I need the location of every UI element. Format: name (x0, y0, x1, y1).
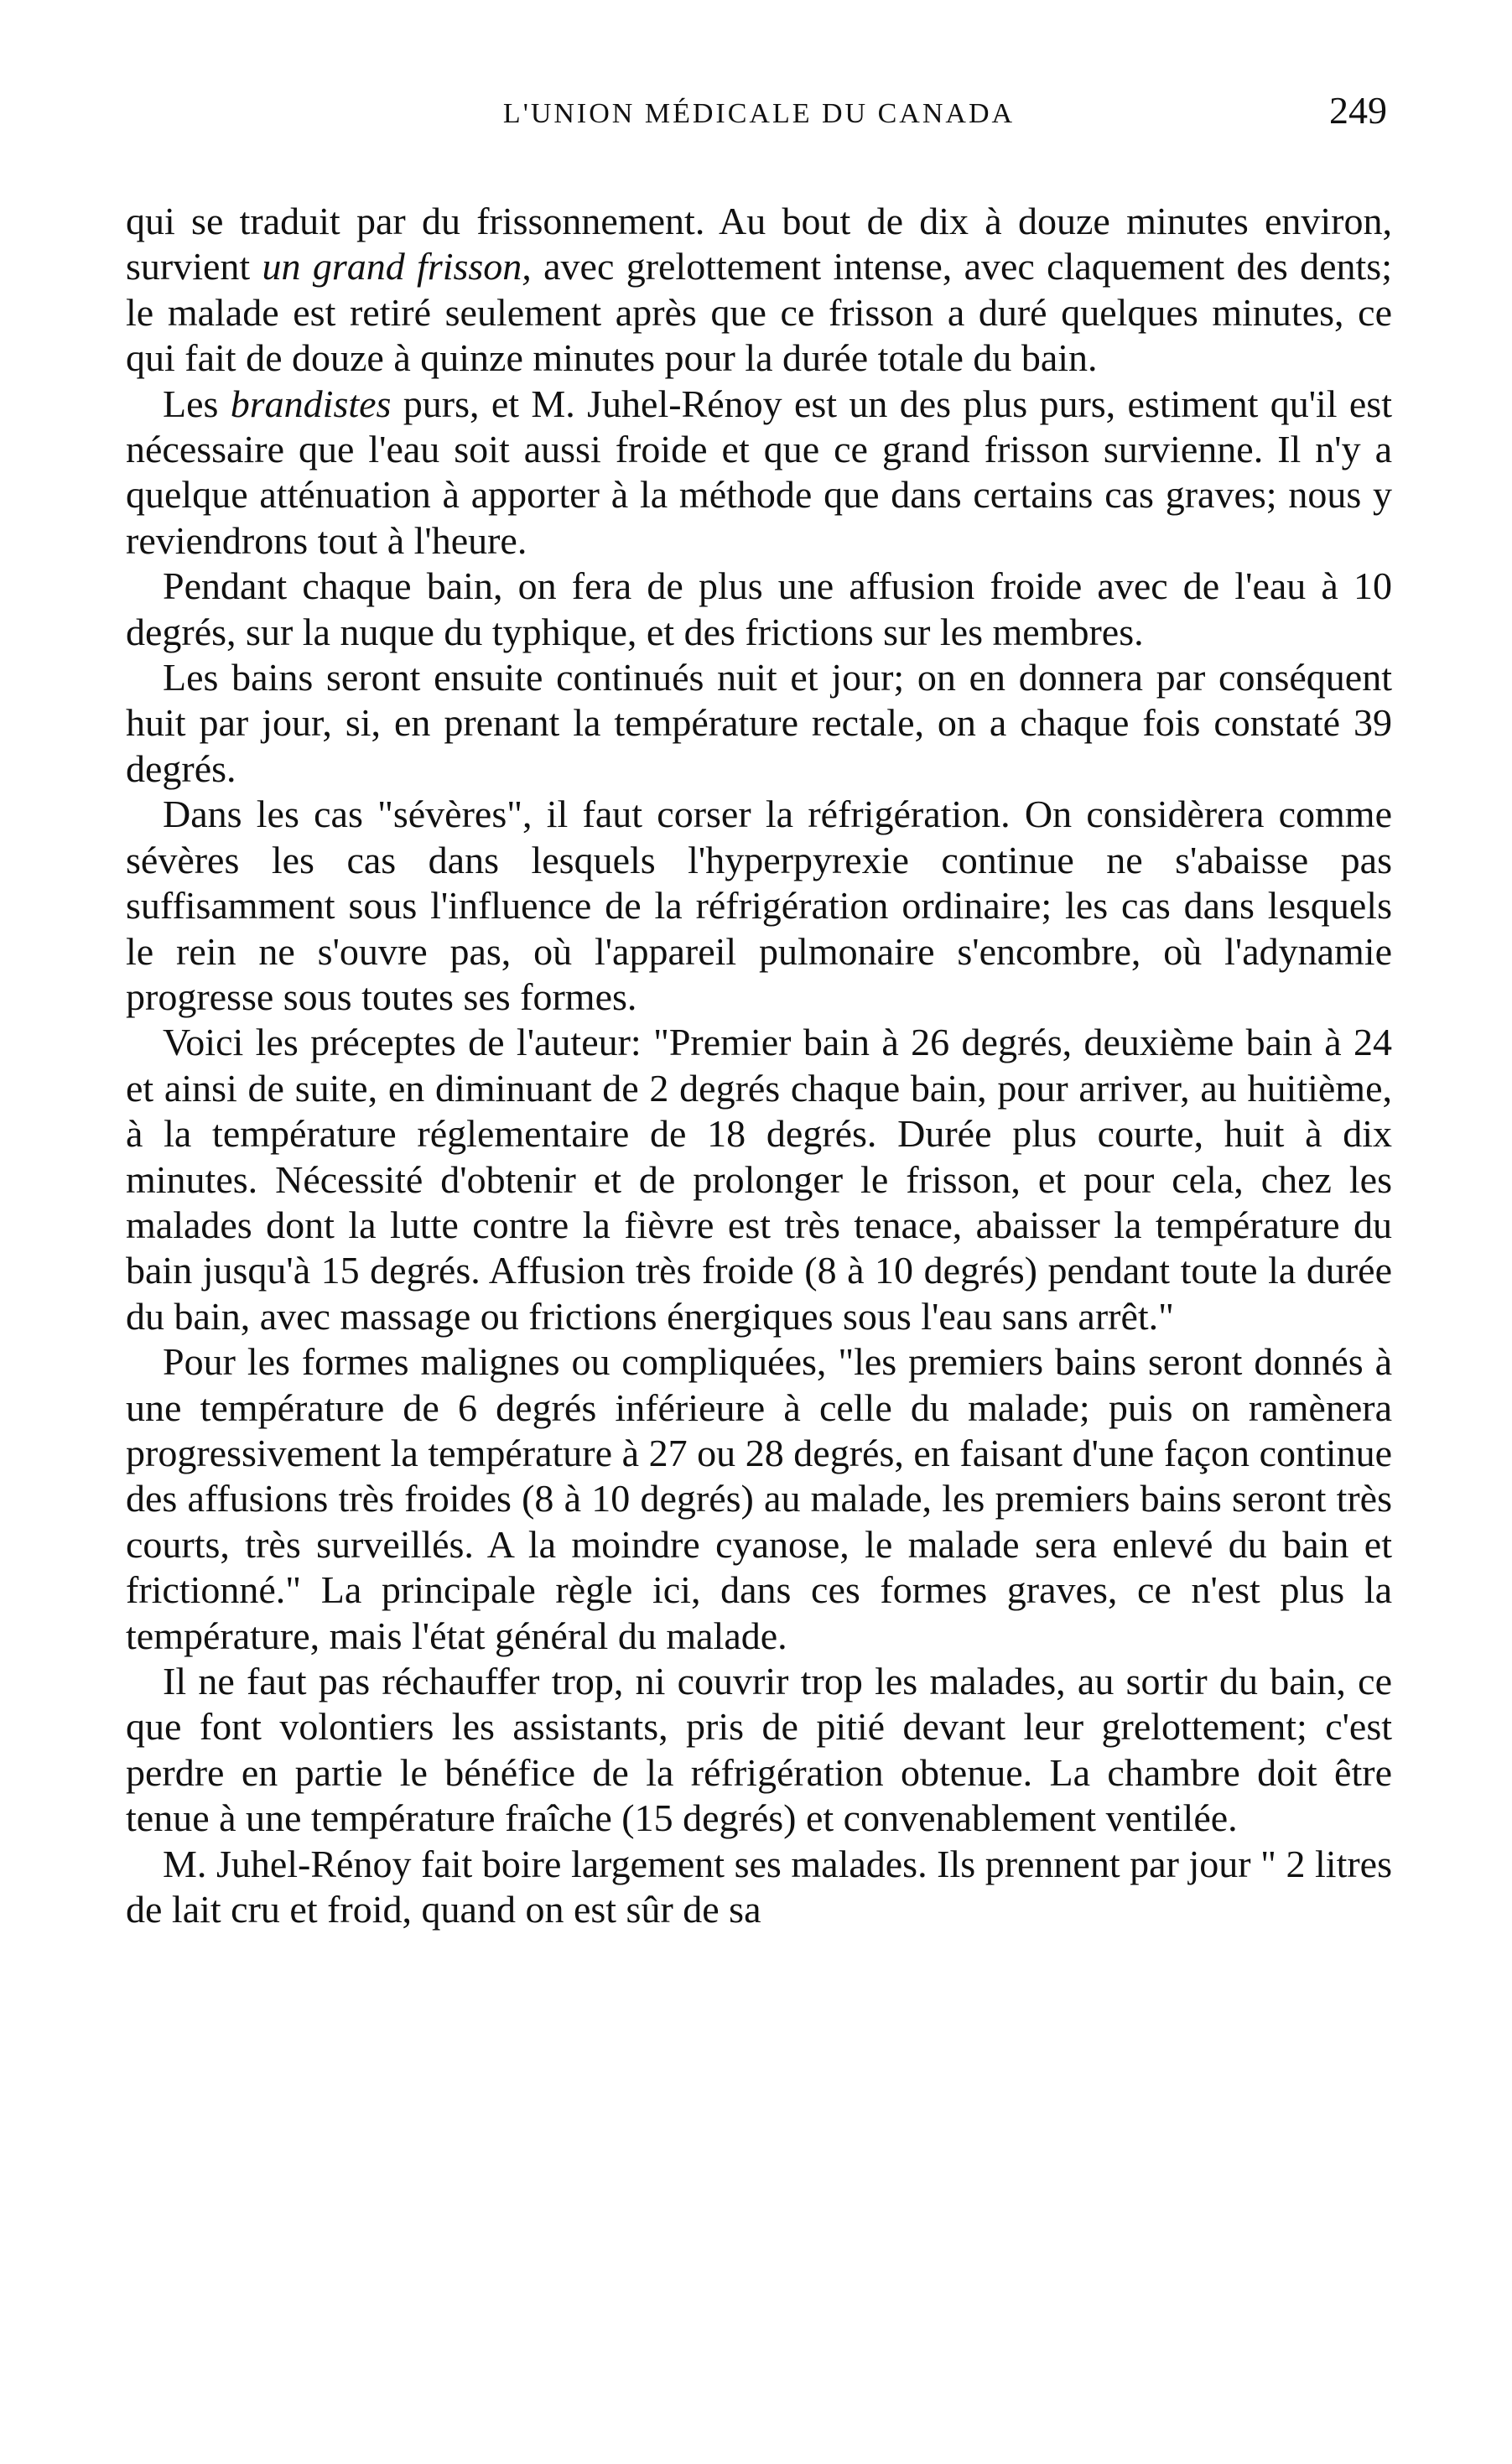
body-text (126, 199, 1392, 1932)
paragraph: Pendant chaque bain, on fera de plus une affusion froide avec de l'eau à 10 degrés, sur la nuque du typhique, et des frictions sur les membres. (126, 564, 1392, 653)
paragraph: qui se traduit par du frissonnement. Au bout de dix à douze minutes environ, survient un grand frisson, avec grelottement intense, avec claquement des dents; le malade est retiré seulement après que ce frisson a duré quelques minutes, ce qui fait de douze à quinze minutes pour la durée totale du bain. (126, 200, 1392, 380)
paragraph: Il ne faut pas réchauffer trop, ni couvrir trop les malades, au sortir du bain, ce que font volontiers les assistants, pris de pitié devant leur grelottement; c'est perdre en partie le bénéfice de la réfrigération obtenue. La chambre doit être tenue à une température fraîche (15 degrés) et convenablement ventilée. (126, 1660, 1392, 1840)
paragraph: Voici les préceptes de l'auteur: "Premier bain à 26 degrés, deuxième bain à 24 et ainsi de suite, en diminuant de 2 degrés chaque bain, pour arriver, au huitième, à la température réglementaire de 18 degrés. Durée plus courte, huit à dix minutes. Nécessité d'obtenir et de prolonger le frisson, et pour cela, chez les malades dont la lutte contre la fièvre est très tenace, abaisser la température du bain jusqu'à 15 degrés. Affusion très froide (8 à 10 degrés) pendant toute la durée du bain, avec massage ou frictions énergiques sous l'eau sans arrêt." (126, 1021, 1392, 1338)
paragraph: Les brandistes purs, et M. Juhel-Rénoy est un des plus purs, estiment qu'il est nécessaire que l'eau soit aussi froide et que ce grand frisson survienne. Il n'y a quelque atténuation à apporter à la méthode que dans certains cas graves; nous y reviendrons tout à l'heure. (126, 382, 1392, 562)
document-page (126, 88, 1392, 1932)
paragraph: Dans les cas "sévères", il faut corser la réfrigération. On considèrera comme sévères les cas dans lesquels l'hyperpyrexie continue ne s'abaisse pas suffisamment sous l'influence de la réfrigération ordinaire; les cas dans lesquels le rein ne s'ouvre pas, où l'appareil pulmonaire s'encombre, où l'adynamie progresse sous toutes ses formes. (126, 793, 1392, 1018)
running-head (126, 88, 1392, 147)
paragraph: Les bains seront ensuite continués nuit et jour; on en donnera par conséquent huit par jour, si, en prenant la température rectale, on a chaque fois constaté 39 degrés. (126, 656, 1392, 790)
paragraph: Pour les formes malignes ou compliquées, "les premiers bains seront donnés à une température de 6 degrés inférieure à celle du malade; puis on ramènera progressivement la température à 27 ou 28 degrés, en faisant d'une façon continue des affusions très froides (8 à 10 degrés) au malade, les premiers bains seront très courts, très surveillés. A la moindre cyanose, le malade sera enlevé du bain et frictionné." La principale règle ici, dans ces formes graves, ce n'est plus la température, mais l'état général du malade. (126, 1340, 1392, 1657)
page-number: 249 (1329, 89, 1387, 132)
running-title: L'UNION MÉDICALE DU CANADA (502, 98, 1016, 129)
paragraph: M. Juhel-Rénoy fait boire largement ses malades. Ils prennent par jour " 2 litres de lait cru et froid, quand on est sûr de sa (126, 1842, 1392, 1931)
